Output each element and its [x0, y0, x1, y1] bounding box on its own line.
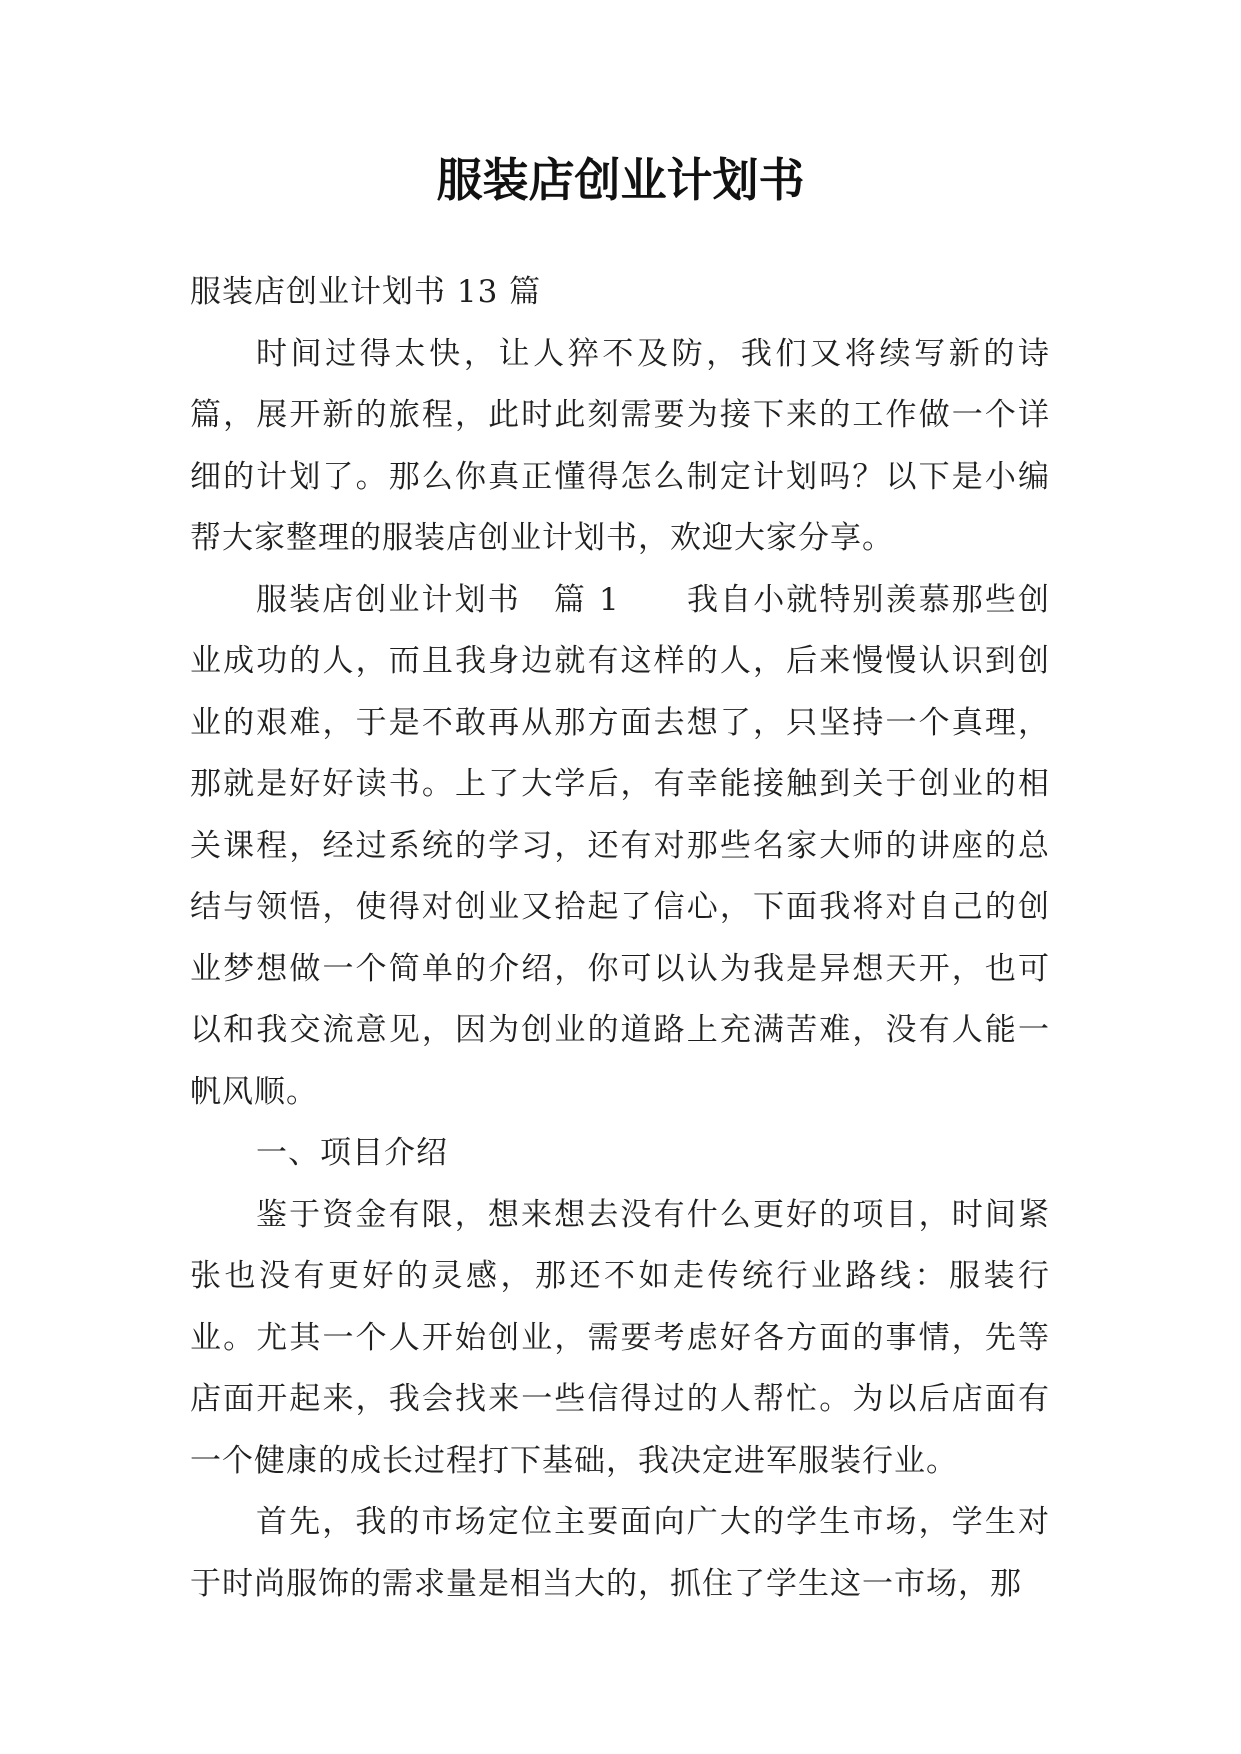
document-subtitle: 服装店创业计划书 13 篇 [190, 274, 542, 310]
paragraph-project-details: 鉴于资金有限，想来想去没有什么更好的项目，时间紧张也没有更好的灵感，那还不如走传统行业路线：服装行业。尤其一个人开始创业，需要考虑好各方面的事情，先等店面开起来，我会找来一些信得过的人帮忙。为以后店面有一个健康的成长过程打下基础，我决定进军服装行业。 [190, 1196, 1050, 1479]
paragraph-intro: 时间过得太快，让人猝不及防，我们又将续写新的诗篇，展开新的旅程，此时此刻需要为接下来的工作做一个详细的计划了。那么你真正懂得怎么制定计划吗？以下是小编帮大家整理的服装店创业计划书，欢迎大家分享。 [190, 335, 1050, 556]
document-title: 服装店创业计划书 [436, 153, 805, 207]
document-body [190, 262, 1050, 1615]
heading-project-intro: 一、项目介绍 [256, 1135, 448, 1171]
paragraph-market-positioning: 首先，我的市场定位主要面向广大的学生市场，学生对于时尚服饰的需求量是相当大的，抓住了学生这一市场，那 [190, 1504, 1050, 1602]
paragraph-section-1: 服装店创业计划书 篇 1 我自小就特别羡慕那些创业成功的人，而且我身边就有这样的人，后来慢慢认识到创业的艰难，于是不敢再从那方面去想了，只坚持一个真理，那就是好好读书。上了大学后，有幸能接触到关于创业的相关课程，经过系统的学习，还有对那些名家大师的讲座的总结与领悟，使得对创业又拾起了信心，下面我将对自己的创业梦想做一个简单的介绍，你可以认为我是异想天开，也可以和我交流意见，因为创业的道路上充满苦难，没有人能一帆风顺。 [190, 581, 1050, 1110]
